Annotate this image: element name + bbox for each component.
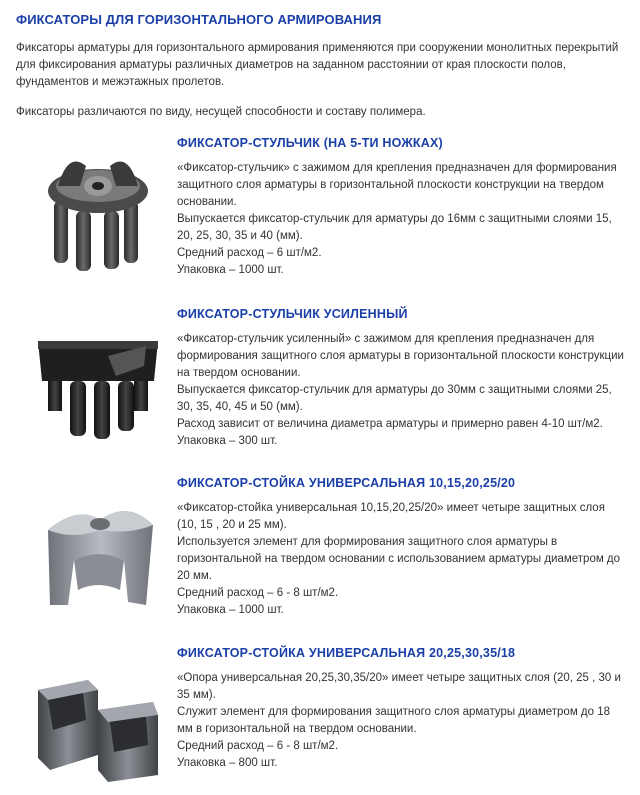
page-title: ФИКСАТОРЫ ДЛЯ ГОРИЗОНТАЛЬНОГО АРМИРОВАНИЯ <box>16 12 382 27</box>
universal-support-fixator-image <box>28 660 168 790</box>
product-title: ФИКСАТОР-СТУЛЬЧИК УСИЛЕННЫЙ <box>177 307 408 321</box>
description-line: Упаковка – 300 шт. <box>177 435 278 447</box>
description-line: «Фиксатор-стойка универсальная 10,15,20,25/20» имеет четыре защитных слоя (10, 15 , 20 и 25 мм). <box>177 502 605 531</box>
product-description <box>177 670 627 772</box>
product-description <box>177 331 627 450</box>
description-line: Средний расход – 6 - 8 шт/м2. <box>177 740 339 752</box>
intro-note: Фиксаторы различаются по виду, несущей способности и составу полимера. <box>16 106 426 118</box>
description-line: Выпускается фиксатор-стульчик для арматуры до 30мм с защитными слоями 25, 30, 35, 40, 45 и 50 (мм). <box>177 384 612 413</box>
description-line: Упаковка – 800 шт. <box>177 757 278 769</box>
description-line: «Фиксатор-стульчик усиленный» с зажимом для крепления предназначен для формирования защитного слоя арматуры в горизонтальной плоскости конструкции на твердом основании. <box>177 333 624 379</box>
product-title: ФИКСАТОР-СТОЙКА УНИВЕРСАЛЬНАЯ 10,15,20,25/20 <box>177 476 516 490</box>
product-description <box>177 500 627 619</box>
reinforced-chair-fixator-image <box>28 321 168 451</box>
description-line: Упаковка – 1000 шт. <box>177 264 284 276</box>
description-line: «Опора универсальная 20,25,30,35/20» имеет четыре защитных слоя (20, 25 , 30 и 35 мм). <box>177 672 621 701</box>
product-description <box>177 160 627 279</box>
description-line: Средний расход – 6 шт/м2. <box>177 247 322 259</box>
description-line: «Фиксатор-стульчик» с зажимом для крепления предназначен для формирования защитного слоя арматуры в горизонтальной плоскости конструкции на твердом основании. <box>177 162 617 208</box>
product-title: ФИКСАТОР-СТУЛЬЧИК (НА 5-ТИ НОЖКАХ) <box>177 136 443 150</box>
product-title: ФИКСАТОР-СТОЙКА УНИВЕРСАЛЬНАЯ 20,25,30,35/18 <box>177 646 516 660</box>
intro-paragraph: Фиксаторы арматуры для горизонтального армирования применяются при сооружении монолитных перекрытий для фиксирования арматуры различных диаметров на заданном расстоянии от края плоскости полов, фундаментов и межэтажных пролетов. <box>16 42 619 88</box>
description-line: Упаковка – 1000 шт. <box>177 604 284 616</box>
description-line: Средний расход – 6 - 8 шт/м2. <box>177 587 339 599</box>
description-line: Расход зависит от величина диаметра арматуры и примерно равен 4-10 шт/м2. <box>177 418 603 430</box>
description-line: Служит элемент для формирования защитного слоя арматуры диаметром до 18 мм в горизонтальной на твердом основании. <box>177 706 611 735</box>
description-line: Используется элемент для формирования защитного слоя арматуры в горизонтальной на твердом основании с использованием арматуры диаметром до 20 мм. <box>177 536 621 582</box>
chair-fixator-5-legs-image <box>28 146 168 276</box>
universal-stand-fixator-image <box>28 490 168 620</box>
description-line: Выпускается фиксатор-стульчик для арматуры до 16мм с защитными слоями 15, 20, 25, 30, 35 и 40 (мм). <box>177 213 612 242</box>
